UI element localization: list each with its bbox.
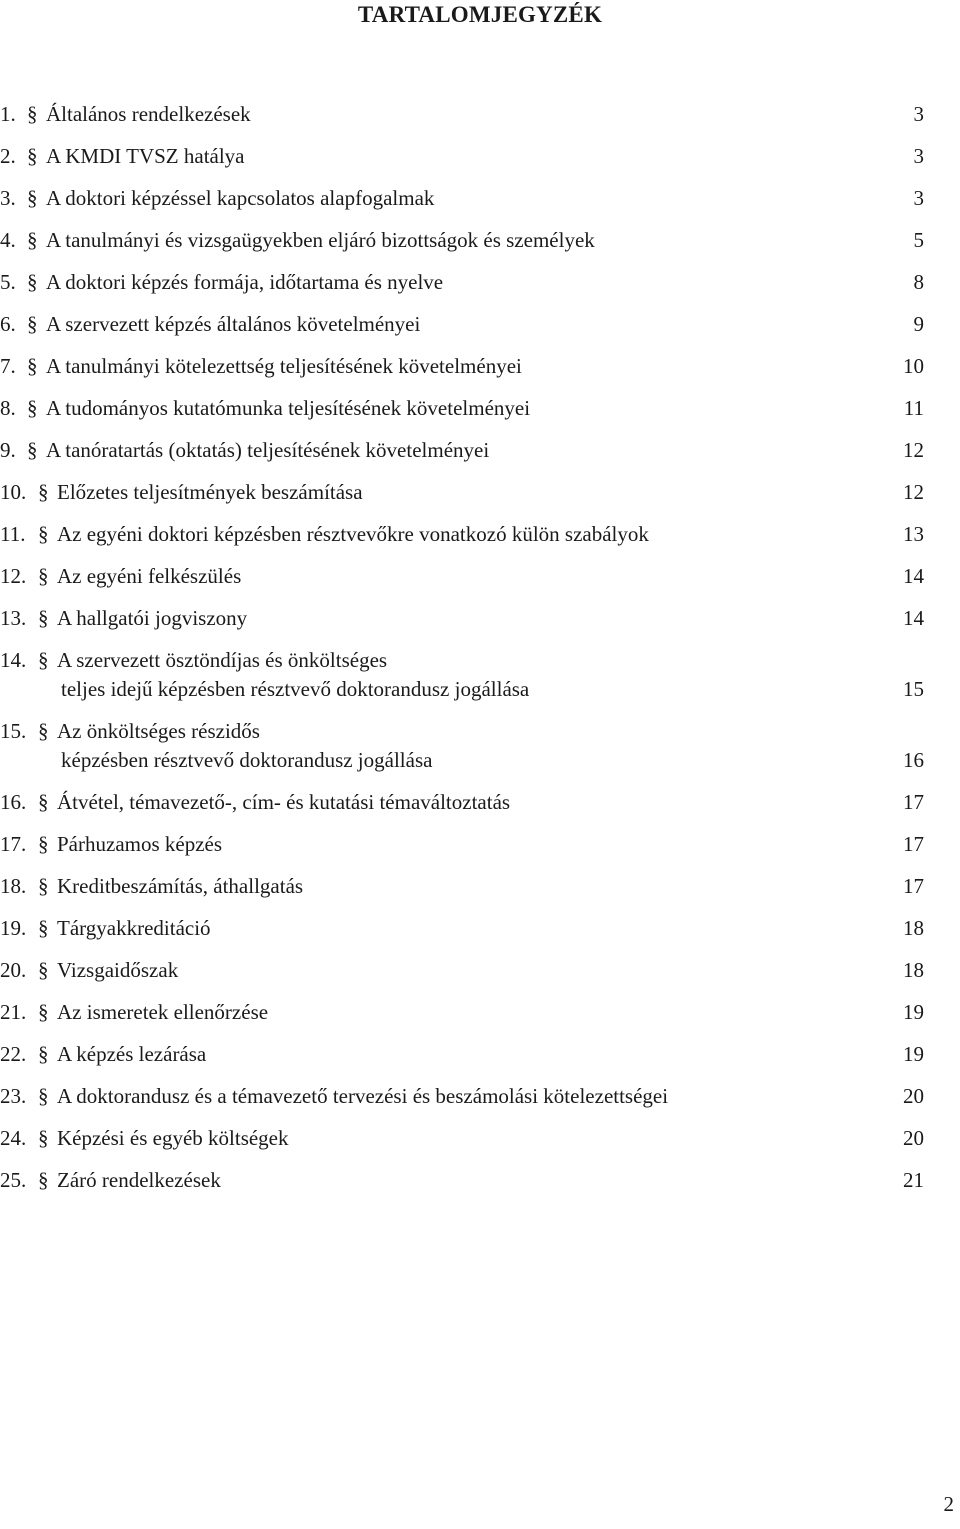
toc-entry-title: Párhuzamos képzés bbox=[57, 832, 223, 856]
toc-entry-number: 7. bbox=[0, 354, 16, 378]
toc-entry-title: Átvétel, témavezető-, cím- és kutatási témaváltoztatás bbox=[57, 790, 511, 814]
toc-entry-page: 16 bbox=[903, 748, 924, 772]
toc-entry-title: Képzési és egyéb költségek bbox=[57, 1126, 289, 1150]
toc-entry-number: 25. bbox=[0, 1168, 27, 1192]
toc-entry-number: 9. bbox=[0, 438, 16, 462]
toc-entry-page: 18 bbox=[903, 958, 924, 982]
toc-entry-number: 4. bbox=[0, 228, 16, 252]
toc-entry-number: 22. bbox=[0, 1042, 27, 1066]
toc-entry-page: 18 bbox=[903, 916, 924, 940]
section-sign: § bbox=[27, 312, 38, 336]
section-sign: § bbox=[27, 144, 38, 168]
toc-entry-title: A KMDI TVSZ hatálya bbox=[46, 144, 245, 168]
toc-entry-page: 17 bbox=[903, 832, 924, 856]
toc-entry-number: 24. bbox=[0, 1126, 27, 1150]
toc-entry-title-continued: teljes idejű képzésben résztvevő doktorandusz jogállása bbox=[61, 677, 530, 701]
toc-entry-number: 20. bbox=[0, 958, 27, 982]
toc-entry-page: 17 bbox=[903, 874, 924, 898]
toc-entry-title: A hallgatói jogviszony bbox=[57, 606, 248, 630]
toc-entry-title-continued: képzésben résztvevő doktorandusz jogállása bbox=[61, 748, 433, 772]
toc-entry-number: 8. bbox=[0, 396, 16, 420]
toc-entry-title: A tudományos kutatómunka teljesítésének követelményei bbox=[46, 396, 531, 420]
toc-entry-title: A szervezett képzés általános követelményei bbox=[46, 312, 421, 336]
section-sign: § bbox=[27, 438, 38, 462]
toc-entry-number: 17. bbox=[0, 832, 27, 856]
toc-entry-page: 15 bbox=[903, 677, 924, 701]
toc-entry-title: A doktori képzéssel kapcsolatos alapfogalmak bbox=[46, 186, 435, 210]
section-sign: § bbox=[27, 354, 38, 378]
section-sign: § bbox=[38, 606, 49, 630]
toc-entry-title: A doktorandusz és a témavezető tervezési és beszámolási kötelezettségei bbox=[57, 1084, 669, 1108]
toc-entry-number: 5. bbox=[0, 270, 16, 294]
section-sign: § bbox=[38, 1042, 49, 1066]
toc-entry-page: 20 bbox=[903, 1084, 924, 1108]
toc-entry-page: 3 bbox=[913, 144, 924, 168]
toc-entry-title: Előzetes teljesítmények beszámítása bbox=[57, 480, 363, 504]
toc-entry-title: Az egyéni doktori képzésben résztvevőkre vonatkozó külön szabályok bbox=[57, 522, 649, 546]
toc-entry-page: 9 bbox=[913, 312, 924, 336]
toc-entry-title: A szervezett ösztöndíjas és önköltséges bbox=[57, 648, 388, 672]
toc-entry-title: Kreditbeszámítás, áthallgatás bbox=[57, 874, 304, 898]
toc-entry-page: 17 bbox=[903, 790, 924, 814]
toc-entry-page: 3 bbox=[913, 102, 924, 126]
toc-entry-page: 20 bbox=[903, 1126, 924, 1150]
toc-entry-number: 11. bbox=[0, 522, 26, 546]
section-sign: § bbox=[38, 719, 49, 743]
toc-entry-title: Az ismeretek ellenőrzése bbox=[57, 1000, 269, 1024]
toc-entry-number: 21. bbox=[0, 1000, 27, 1024]
section-sign: § bbox=[38, 916, 49, 940]
document-title: TARTALOMJEGYZÉK bbox=[357, 2, 603, 27]
toc-entry-title: A képzés lezárása bbox=[57, 1042, 207, 1066]
toc-entry-number: 23. bbox=[0, 1084, 27, 1108]
section-sign: § bbox=[38, 1000, 49, 1024]
toc-entry-page: 10 bbox=[903, 354, 924, 378]
toc-entry-page: 11 bbox=[903, 396, 924, 420]
section-sign: § bbox=[38, 1126, 49, 1150]
toc-entry-page: 21 bbox=[903, 1168, 924, 1192]
toc-entry-page: 19 bbox=[903, 1042, 924, 1066]
toc-entry-title: A tanulmányi és vizsgaügyekben eljáró bizottságok és személyek bbox=[46, 228, 595, 252]
section-sign: § bbox=[38, 522, 49, 546]
section-sign: § bbox=[27, 270, 38, 294]
toc-entry-number: 19. bbox=[0, 916, 27, 940]
section-sign: § bbox=[38, 648, 49, 672]
toc-entry-number: 12. bbox=[0, 564, 27, 588]
toc-entry-title: Vizsgaidőszak bbox=[57, 958, 179, 982]
toc-entry-title: Záró rendelkezések bbox=[57, 1168, 221, 1192]
toc-entry-page: 12 bbox=[903, 480, 924, 504]
section-sign: § bbox=[38, 958, 49, 982]
toc-entry-title: A tanóratartás (oktatás) teljesítésének követelményei bbox=[46, 438, 490, 462]
section-sign: § bbox=[27, 228, 38, 252]
toc-entry-number: 6. bbox=[0, 312, 16, 336]
toc-entry-page: 8 bbox=[913, 270, 924, 294]
toc-entry-title: Az egyéni felkészülés bbox=[57, 564, 242, 588]
section-sign: § bbox=[38, 790, 49, 814]
toc-entry-title: Tárgyakkreditáció bbox=[57, 916, 211, 940]
toc-entry-title: A tanulmányi kötelezettség teljesítésének követelményei bbox=[46, 354, 522, 378]
toc-entry-number: 14. bbox=[0, 648, 27, 672]
toc-entry-number: 1. bbox=[0, 102, 16, 126]
section-sign: § bbox=[27, 396, 38, 420]
section-sign: § bbox=[27, 102, 38, 126]
toc-entry-page: 3 bbox=[913, 186, 924, 210]
section-sign: § bbox=[27, 186, 38, 210]
section-sign: § bbox=[38, 832, 49, 856]
section-sign: § bbox=[38, 480, 49, 504]
toc-entry-page: 5 bbox=[913, 228, 924, 252]
toc-entry-page: 14 bbox=[903, 606, 924, 630]
toc-entry-title: Az önköltséges részidős bbox=[57, 719, 260, 743]
toc-entry-page: 19 bbox=[903, 1000, 924, 1024]
toc-entry-number: 3. bbox=[0, 186, 16, 210]
toc-entry-number: 2. bbox=[0, 144, 16, 168]
toc-entry-number: 15. bbox=[0, 719, 27, 743]
toc-entry-number: 18. bbox=[0, 874, 27, 898]
toc-entry-page: 12 bbox=[903, 438, 924, 462]
toc-entry-number: 13. bbox=[0, 606, 27, 630]
toc-entry-title: A doktori képzés formája, időtartama és nyelve bbox=[46, 270, 444, 294]
toc-entry-number: 16. bbox=[0, 790, 27, 814]
toc-entry-page: 14 bbox=[903, 564, 924, 588]
page-number: 2 bbox=[943, 1492, 954, 1516]
toc-entry-number: 10. bbox=[0, 480, 27, 504]
section-sign: § bbox=[38, 564, 49, 588]
toc-entry-title: Általános rendelkezések bbox=[46, 102, 251, 126]
toc-entry-page: 13 bbox=[903, 522, 924, 546]
section-sign: § bbox=[38, 874, 49, 898]
section-sign: § bbox=[38, 1168, 49, 1192]
section-sign: § bbox=[38, 1084, 49, 1108]
